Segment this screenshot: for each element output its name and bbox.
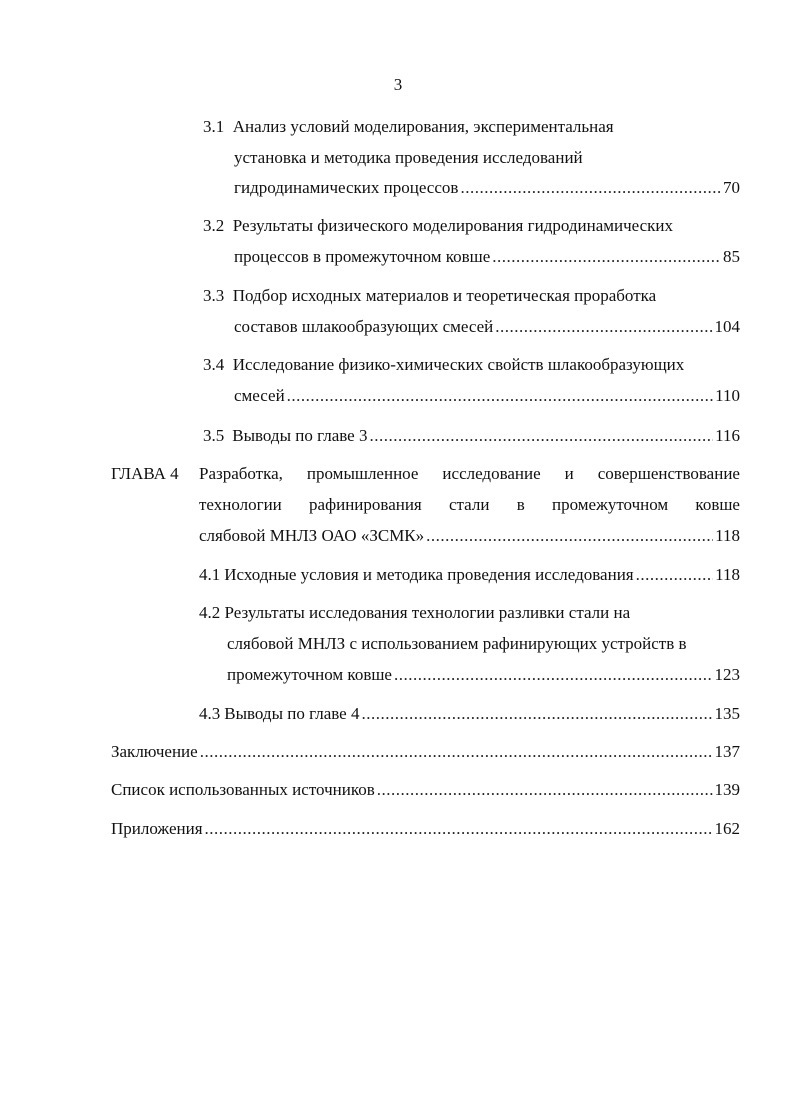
word: в: [516, 495, 525, 514]
section-title-part: гидродинамических процессов: [234, 178, 459, 197]
dot-leader: [495, 317, 712, 337]
chapter-title-part: слябовой МНЛЗ ОАО «ЗСМК»: [199, 526, 425, 545]
dot-leader: [636, 565, 714, 585]
toc-entry-3-4-line1[interactable]: [203, 355, 684, 375]
section-title: Выводы по главе 4: [224, 704, 360, 723]
page-ref: 137: [714, 742, 740, 761]
dot-leader: [361, 704, 712, 724]
page-ref: 110: [715, 386, 740, 405]
word: и: [564, 464, 574, 483]
toc-entry-4-2-line1[interactable]: [199, 603, 630, 623]
section-number: 3.2: [203, 216, 225, 235]
section-title-part: слябовой МНЛЗ с использованием рафинирующих устройств в: [227, 634, 687, 653]
dot-leader: [369, 426, 713, 446]
section-number: 3.5: [203, 426, 225, 445]
toc-entry-3-1-line2: [234, 148, 583, 168]
section-title-part: смесей: [234, 386, 285, 405]
word: совершенствование: [597, 464, 740, 483]
section-title-part: Результаты физического моделирования гидродинамических: [232, 216, 674, 235]
word: промышленное: [306, 464, 419, 483]
page-ref: 162: [714, 819, 740, 838]
section-title-part: Результаты исследования технологии разливки стали на: [224, 603, 631, 622]
chapter-4-title-line2[interactable]: [199, 495, 740, 515]
section-title-part: установка и методика проведения исследований: [234, 148, 583, 167]
toc-entry-appendices[interactable]: [111, 819, 740, 839]
section-title-part: составов шлакообразующих смесей: [234, 317, 494, 336]
page-ref: 135: [714, 704, 740, 723]
dot-leader: [460, 178, 721, 198]
word: промежуточном: [552, 495, 669, 514]
page-ref: 139: [714, 780, 740, 799]
dot-leader: [200, 742, 713, 762]
dot-leader: [426, 526, 713, 546]
toc-entry-references[interactable]: [111, 780, 740, 800]
dot-leader: [205, 819, 713, 839]
word: технологии: [199, 495, 282, 514]
chapter-label[interactable]: ГЛАВА 4: [111, 464, 179, 483]
toc-entry-3-5[interactable]: [203, 426, 740, 446]
chapter-4-title-line3[interactable]: [199, 526, 740, 546]
section-number: 4.3: [199, 704, 221, 723]
toc-entry-3-3-line1[interactable]: [203, 286, 656, 306]
toc-entry-4-1[interactable]: [199, 565, 740, 585]
page-ref: 85: [723, 247, 740, 266]
section-number: 3.1: [203, 117, 225, 136]
section-title-part: промежуточном ковше: [227, 665, 392, 684]
page-ref: 123: [714, 665, 740, 684]
page-number: 3: [393, 75, 403, 94]
page-ref: 118: [715, 526, 740, 545]
word: стали: [449, 495, 490, 514]
section-number: 3.4: [203, 355, 225, 374]
section-title: Список использованных источников: [111, 780, 375, 799]
section-number: 4.2: [199, 603, 221, 622]
chapter-4-title-line1[interactable]: [199, 464, 740, 484]
toc-entry-4-2-line3[interactable]: [227, 665, 740, 685]
toc-entry-3-4-line2[interactable]: [234, 386, 740, 406]
section-title-part: Анализ условий моделирования, экспериментальная: [232, 117, 614, 136]
section-title: Приложения: [111, 819, 203, 838]
page-ref: 104: [714, 317, 740, 336]
toc-entry-3-2-line1[interactable]: [203, 216, 673, 236]
section-title-part: Исследование физико-химических свойств шлакообразующих: [232, 355, 685, 374]
toc-entry-3-2-line2[interactable]: [234, 247, 740, 267]
word: исследование: [442, 464, 541, 483]
word: ковше: [695, 495, 740, 514]
dot-leader: [287, 386, 713, 406]
toc-entry-4-3[interactable]: [199, 704, 740, 724]
word: рафинирования: [309, 495, 422, 514]
section-title-part: процессов в промежуточном ковше: [234, 247, 491, 266]
section-number: 3.3: [203, 286, 225, 305]
section-title: Исходные условия и методика проведения исследования: [224, 565, 634, 584]
page-ref: 70: [723, 178, 740, 197]
dot-leader: [394, 665, 713, 685]
page-ref: 116: [715, 426, 740, 445]
section-title: Выводы по главе 3: [232, 426, 368, 445]
dot-leader: [492, 247, 721, 267]
section-number: 4.1: [199, 565, 221, 584]
toc-entry-conclusion[interactable]: [111, 742, 740, 762]
toc-entry-4-2-line2: [227, 634, 687, 654]
dot-leader: [377, 780, 713, 800]
section-title: Заключение: [111, 742, 198, 761]
toc-entry-3-1-line3[interactable]: [234, 178, 740, 198]
page-ref: 118: [715, 565, 740, 584]
section-title-part: Подбор исходных материалов и теоретическая проработка: [232, 286, 657, 305]
word: Разработка,: [199, 464, 283, 483]
toc-entry-3-1-line1[interactable]: [203, 117, 614, 137]
toc-entry-3-3-line2[interactable]: [234, 317, 740, 337]
